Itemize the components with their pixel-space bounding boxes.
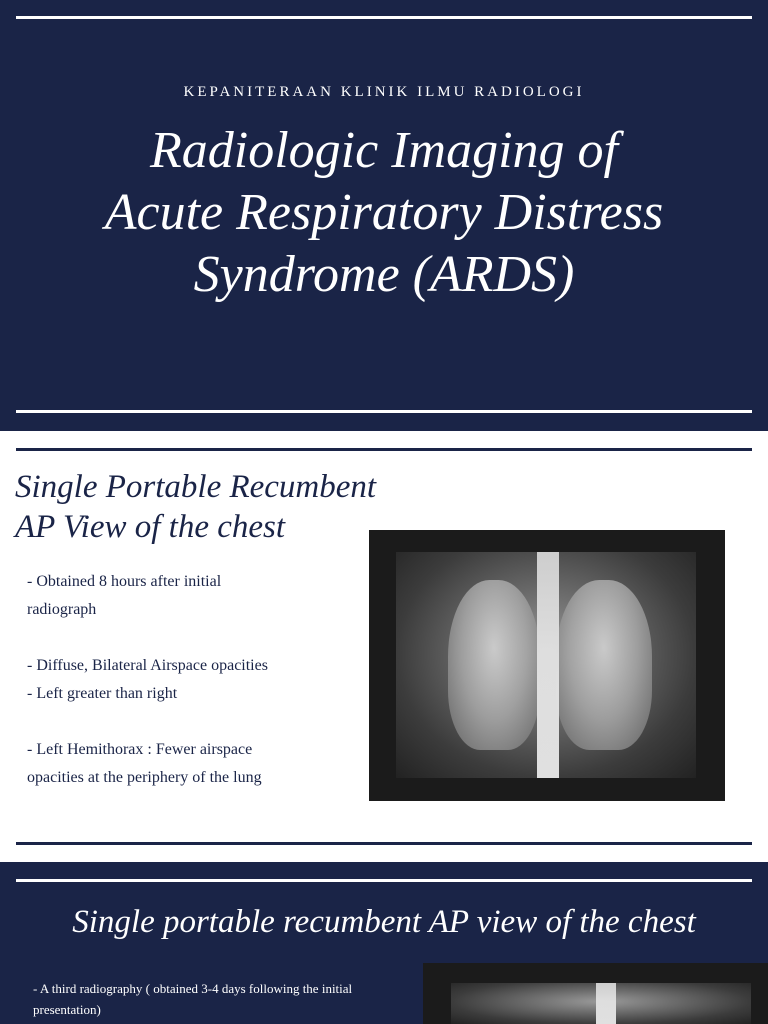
title-line-2: Acute Respiratory Distress — [104, 184, 664, 241]
heading-line-2: AP View of the chest — [15, 509, 286, 545]
heading-line-1: Single Portable Recumbent — [15, 469, 377, 505]
content-slide-2 — [0, 862, 768, 1024]
chest-xray-image — [423, 963, 768, 1024]
bottom-divider — [16, 842, 752, 845]
findings-list — [27, 568, 337, 792]
content-slide-1 — [0, 431, 768, 862]
finding-1-line-2: radiograph — [27, 601, 97, 618]
chest-xray-image — [369, 530, 725, 801]
slide-kicker: KEPANITERAAN KLINIK ILMU RADIOLOGI — [183, 84, 585, 100]
slide-title — [40, 120, 728, 306]
top-divider — [16, 448, 752, 451]
finding-1-line-1: - Obtained 8 hours after initial — [27, 573, 222, 590]
finding-3: - Left greater than right — [27, 685, 178, 702]
top-divider — [16, 16, 752, 19]
finding-4-line-2: opacities at the periphery of the lung — [27, 769, 262, 786]
bottom-divider — [16, 410, 752, 413]
title-line-3: Syndrome (ARDS) — [193, 246, 575, 303]
title-line-1: Radiologic Imaging of — [150, 122, 618, 179]
finding-4-line-1: - Left Hemithorax : Fewer airspace — [27, 741, 253, 758]
finding-line-2: presentation) — [33, 1002, 101, 1017]
finding-2: - Diffuse, Bilateral Airspace opacities — [27, 657, 268, 674]
finding-text — [33, 978, 403, 1020]
finding-line-1: - A third radiography ( obtained 3-4 days following the initial — [33, 981, 353, 996]
top-divider — [16, 879, 752, 882]
slide-heading: Single portable recumbent AP view of the chest — [72, 904, 696, 940]
title-slide — [0, 0, 768, 431]
